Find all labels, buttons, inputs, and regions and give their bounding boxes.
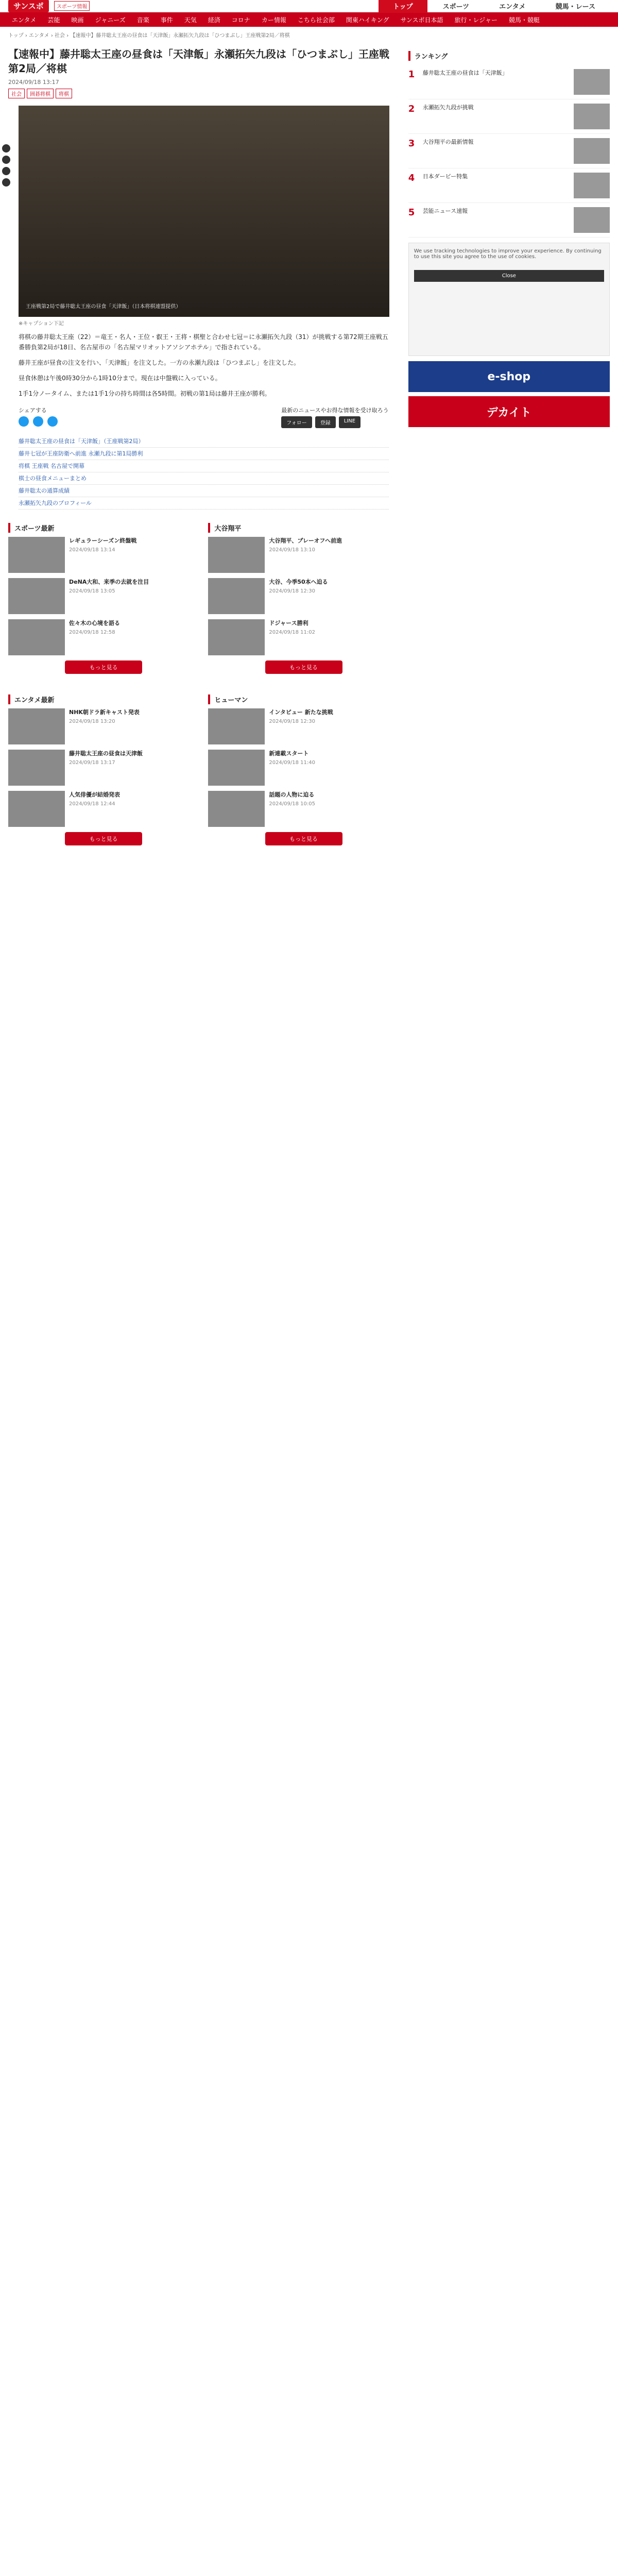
section-title: エンタメ最新 [8, 694, 199, 704]
related-link[interactable]: 永瀬拓矢九段のプロフィール [19, 497, 389, 510]
card-title[interactable]: NHK朝ドラ新キャスト発表 [69, 709, 140, 716]
thumbnail[interactable] [208, 619, 265, 655]
tag[interactable]: 将棋 [56, 89, 72, 98]
more-button[interactable]: もっと見る [65, 832, 142, 845]
article-title: 【速報中】藤井聡太王座の昼食は「天津飯」永瀬拓矢九段は「ひつまぶし」王座戦第2局／将棋 [8, 48, 389, 75]
follow-line-button[interactable]: LINE [339, 416, 360, 428]
card-date: 2024/09/18 13:14 [69, 547, 115, 553]
card-date: 2024/09/18 11:40 [269, 760, 315, 766]
rank-thumbnail[interactable] [574, 104, 610, 129]
share-x-icon[interactable] [2, 144, 10, 152]
news-card[interactable] [208, 578, 399, 614]
related-link[interactable]: 将棋 王座戦 名古屋で開幕 [19, 460, 389, 472]
rank-number: 3 [408, 138, 415, 149]
site-logo[interactable]: サンスポ [8, 0, 49, 12]
card-date: 2024/09/18 13:10 [269, 547, 315, 553]
share-line-icon[interactable] [47, 416, 58, 427]
nav-item[interactable]: 映画 [71, 16, 84, 24]
card-date: 2024/09/18 12:30 [269, 588, 315, 594]
card-date: 2024/09/18 12:30 [269, 719, 315, 724]
thumbnail[interactable] [208, 578, 265, 614]
news-card[interactable] [208, 619, 399, 655]
nav-item[interactable]: 関東ハイキング [346, 16, 389, 24]
news-card[interactable] [208, 750, 399, 786]
paragraph: 藤井王座が昼食の注文を行い、「天津飯」を注文した。一方の永瀬九段は「ひつまぶし」を注文した。 [19, 359, 300, 366]
eshop-banner[interactable]: e-shop [408, 361, 610, 392]
share-line-icon[interactable] [2, 167, 10, 175]
nav-item[interactable]: コロナ [231, 16, 250, 24]
rank-thumbnail[interactable] [574, 138, 610, 164]
paragraph: 昼食休憩は午後0時30分から1時10分まで。現在は中盤戦に入っている。 [19, 375, 221, 382]
tab-racing[interactable]: 競馬・レース [555, 3, 595, 11]
share-x-icon[interactable] [19, 416, 29, 427]
related-link[interactable]: 棋士の昼食メニューまとめ [19, 472, 389, 485]
photo-caption: 王座戦第2局で藤井聡太王座の昼食「天津飯」（日本将棋連盟提供） [26, 304, 181, 310]
card-title[interactable]: 藤井聡太王座の昼食は天津飯 [69, 750, 143, 757]
rank-number: 5 [408, 207, 415, 218]
article-tags [8, 89, 399, 98]
rank-thumbnail[interactable] [574, 173, 610, 198]
section-grid [8, 515, 399, 849]
nav-item[interactable]: カー情報 [261, 16, 286, 24]
cookie-text: We use tracking technologies to improve your experience. By continuing to use this site you agree to the use of cookies. [414, 248, 602, 260]
nav-item[interactable]: こちら社会部 [297, 16, 335, 24]
paragraph: 1手1分ノータイム、または1手1分の持ち時間は各5時間。初戦の第1局は藤井王座が勝利。 [19, 390, 271, 397]
thumbnail[interactable] [208, 708, 265, 744]
card-date: 2024/09/18 13:05 [69, 588, 115, 594]
thumbnail[interactable] [208, 791, 265, 827]
news-card[interactable] [8, 578, 199, 614]
top-header [0, 0, 618, 12]
cookie-notice [408, 243, 610, 356]
follow-label: 最新のニュースやお得な情報を受け取ろう [281, 407, 389, 414]
news-card[interactable] [208, 791, 399, 827]
rank-title[interactable]: 藤井聡太王座の昼食は「天津飯」 [422, 70, 508, 76]
nav-item[interactable]: サンスポ日本語 [400, 16, 443, 24]
rank-number: 4 [408, 173, 415, 183]
rank-title[interactable]: 芸能ニュース速報 [422, 208, 468, 214]
thumbnail[interactable] [8, 578, 65, 614]
section [8, 686, 199, 849]
tab-entertainment[interactable]: エンタメ [499, 3, 526, 11]
share-hatena-icon[interactable] [2, 178, 10, 187]
rank-title[interactable]: 日本ダービー特集 [422, 173, 468, 180]
related-link[interactable]: 藤井聡太王座の昼食は「天津飯」（王座戦第2局） [19, 435, 389, 448]
ranking-item[interactable] [408, 65, 610, 99]
sub-logo[interactable]: スポーツ情報 [54, 1, 90, 11]
paragraph: 将棋の藤井聡太王座（22）＝竜王・名人・王位・叡王・王将・棋聖と合わせ七冠＝に永瀬拓矢九段（31）が挑戦する第72期王座戦五番勝負第2局が18日、名古屋市の「名古屋マリオットアソシアホテル」で指されている。 [19, 333, 388, 351]
ranking-item[interactable] [408, 99, 610, 134]
section [8, 515, 199, 677]
card-date: 2024/09/18 12:44 [69, 801, 115, 807]
news-card[interactable] [8, 537, 199, 573]
card-date: 2024/09/18 13:20 [69, 719, 115, 724]
category-nav [0, 12, 618, 27]
rank-title[interactable]: 永瀬拓矢九段が挑戦 [422, 104, 474, 111]
share-label: シェアする [19, 407, 47, 414]
card-title[interactable]: インタビュー 新たな挑戦 [269, 709, 333, 716]
rank-title[interactable]: 大谷翔平の最新情報 [422, 139, 474, 145]
ranking-item[interactable] [408, 134, 610, 168]
rank-number: 2 [408, 104, 415, 114]
card-title[interactable]: レギュラーシーズン終盤戦 [69, 537, 137, 544]
related-links [19, 435, 389, 510]
thumbnail[interactable] [8, 708, 65, 744]
thumbnail[interactable] [8, 750, 65, 786]
nav-item[interactable]: エンタメ [12, 16, 37, 24]
card-title[interactable]: 人気俳優が結婚発表 [69, 791, 120, 798]
photo-credit: ※キャプション下記 [19, 321, 64, 327]
article-photo[interactable] [19, 106, 389, 317]
card-date: 2024/09/18 12:58 [69, 630, 115, 635]
promo-banner[interactable]: デカイト [408, 396, 610, 427]
cookie-close-button[interactable]: Close [414, 270, 604, 282]
follow-facebook-button[interactable]: 登録 [315, 416, 336, 428]
tag[interactable]: 囲碁将棋 [27, 89, 54, 98]
news-card[interactable] [8, 708, 199, 744]
sidebar [408, 43, 610, 854]
tab-top[interactable]: トップ [379, 0, 427, 13]
section-title: ヒューマン [208, 694, 399, 704]
share-rail [2, 144, 10, 187]
more-button[interactable]: もっと見る [65, 660, 142, 674]
rank-thumbnail[interactable] [574, 207, 610, 233]
news-card[interactable] [8, 619, 199, 655]
card-title[interactable]: 大谷、今季50本へ迫る [269, 579, 328, 585]
nav-item[interactable]: 旅行・レジャー [454, 16, 498, 24]
card-title[interactable]: 新連載スタート [269, 750, 309, 757]
thumbnail[interactable] [208, 537, 265, 573]
ranking-item[interactable] [408, 168, 610, 203]
news-card[interactable] [8, 791, 199, 827]
card-title[interactable]: 話題の人物に迫る [269, 791, 315, 798]
main-column [8, 43, 399, 854]
nav-item[interactable]: ジャニーズ [95, 16, 126, 24]
section-title: スポーツ最新 [8, 523, 199, 533]
tag[interactable]: 社会 [8, 89, 25, 98]
thumbnail[interactable] [8, 791, 65, 827]
ranking-title: ランキング [408, 51, 610, 61]
nav-item[interactable]: 天気 [184, 16, 197, 24]
card-title[interactable]: ドジャース勝利 [269, 620, 308, 626]
card-date: 2024/09/18 11:02 [269, 630, 315, 635]
card-title[interactable]: DeNA大和、来季の去就を注目 [69, 579, 149, 585]
ranking-item[interactable] [408, 203, 610, 238]
thumbnail[interactable] [8, 619, 65, 655]
card-date: 2024/09/18 13:17 [69, 760, 115, 766]
news-card[interactable] [208, 537, 399, 573]
top-tabs [379, 0, 610, 13]
tab-sports[interactable]: スポーツ [442, 3, 470, 11]
nav-item[interactable]: 芸能 [47, 16, 60, 24]
news-card[interactable] [8, 750, 199, 786]
nav-item[interactable]: 経済 [208, 16, 220, 24]
breadcrumb[interactable]: トップ › エンタメ › 社会 › 【速報中】藤井聡太王座の昼食は「天津飯」永瀬拓矢九段は「ひつまぶし」王座戦第2局／将棋 [8, 33, 290, 39]
thumbnail[interactable] [208, 750, 265, 786]
related-link[interactable]: 藤井七冠が王座防衛へ前進 永瀬九段に第1局勝利 [19, 448, 389, 460]
article-body [8, 332, 399, 399]
card-title[interactable]: 大谷翔平、プレーオフへ前進 [269, 537, 342, 544]
rank-number: 1 [408, 69, 415, 80]
rank-thumbnail[interactable] [574, 69, 610, 95]
thumbnail[interactable] [8, 537, 65, 573]
nav-item[interactable]: 競馬・競艇 [509, 16, 540, 24]
follow-x-button[interactable]: フォロー [281, 416, 312, 428]
share-facebook-icon[interactable] [2, 156, 10, 164]
card-title[interactable]: 佐々木の心境を語る [69, 620, 120, 626]
share-box [19, 406, 389, 428]
section-title: 大谷翔平 [208, 523, 399, 533]
nav-item[interactable]: 音楽 [136, 16, 149, 24]
section [208, 686, 399, 849]
section [208, 515, 399, 677]
card-date: 2024/09/18 10:05 [269, 801, 315, 807]
news-card[interactable] [208, 708, 399, 744]
article-date: 2024/09/18 13:17 [8, 79, 59, 86]
related-link[interactable]: 藤井聡太の通算成績 [19, 485, 389, 497]
more-button[interactable]: もっと見る [265, 660, 342, 674]
share-facebook-icon[interactable] [33, 416, 43, 427]
more-button[interactable]: もっと見る [265, 832, 342, 845]
nav-item[interactable]: 事件 [160, 16, 173, 24]
